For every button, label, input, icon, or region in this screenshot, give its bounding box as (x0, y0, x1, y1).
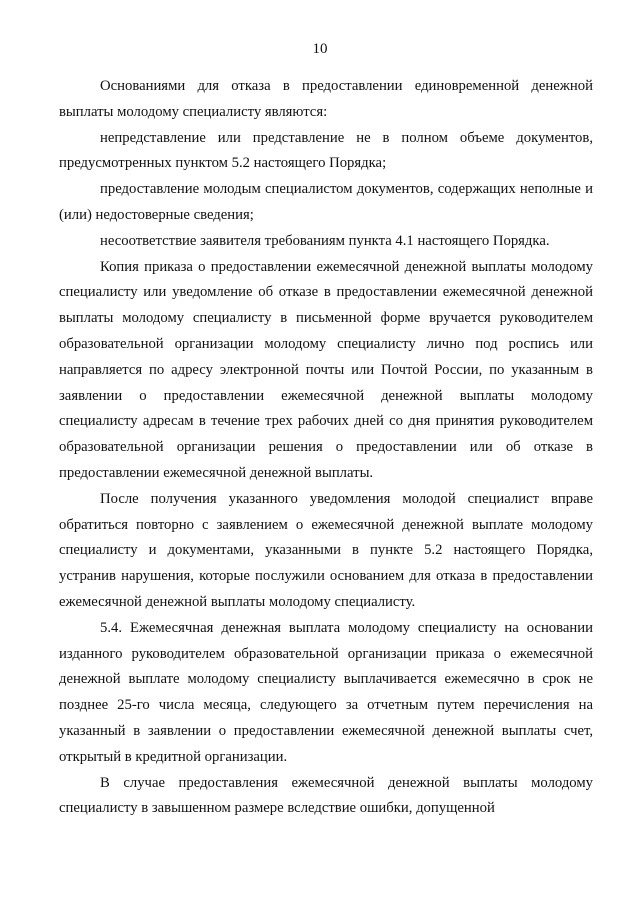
document-body (59, 74, 593, 822)
paragraph-ground-incomplete-documents: непредставление или представление не в полном объеме документов, предусмотренных пунктом 5.2 настоящего Порядка; (59, 129, 593, 172)
paragraph-overpayment: В случае предоставления ежемесячной денежной выплаты молодому специалисту в завышенном размере вследствие ошибки, допущенной (59, 774, 593, 817)
paragraph-refusal-grounds: Основаниями для отказа в предоставлении единовременной денежной выплаты молодому специалисту являются: (59, 78, 593, 120)
paragraph-repeat-application: После получения указанного уведомления молодой специалист вправе обратиться повторно с заявлением о ежемесячной денежной выплате молодому специалисту и документами, указанными в пункте 5.2 настоящего Порядка, устранив нарушения, которые послужили основанием для отказа в предоставлении ежемесячной денежной выплаты молодому специалисту. (59, 490, 593, 610)
paragraph-order-copy-delivery: Копия приказа о предоставлении ежемесячной денежной выплаты молодому специалисту или уведомление об отказе в предоставлении ежемесячной денежной выплаты молодому специалисту в письменной форме вручается руководителем образовательной организации молодому специалисту лично под роспись или направляется по адресу электронной почты или Почтой России, по указанным в заявлении о предоставлении ежемесячной денежной выплаты молодому специалисту адресам в течение трех рабочих дней со дня принятия руководителем образовательной организации решения о предоставлении или об отказе в предоставлении ежемесячной денежной выплаты. (59, 258, 593, 481)
paragraph-clause-5-4: 5.4. Ежемесячная денежная выплата молодому специалисту на основании изданного руководителем образовательной организации приказа о ежемесячной денежной выплате молодому специалисту выплачивается ежемесячно в срок не позднее 25-го числа месяца, следующего за отчетным путем перечисления на указанный в заявлении о предоставлении ежемесячной денежной выплаты счет, открытый в кредитной организации. (59, 619, 593, 765)
page-number: 10 (312, 41, 328, 57)
paragraph-ground-false-information: предоставление молодым специалистом документов, содержащих неполные и (или) недостоверные сведения; (59, 181, 593, 223)
paragraph-ground-requirements-mismatch: несоответствие заявителя требованиям пункта 4.1 настоящего Порядка. (100, 232, 550, 249)
